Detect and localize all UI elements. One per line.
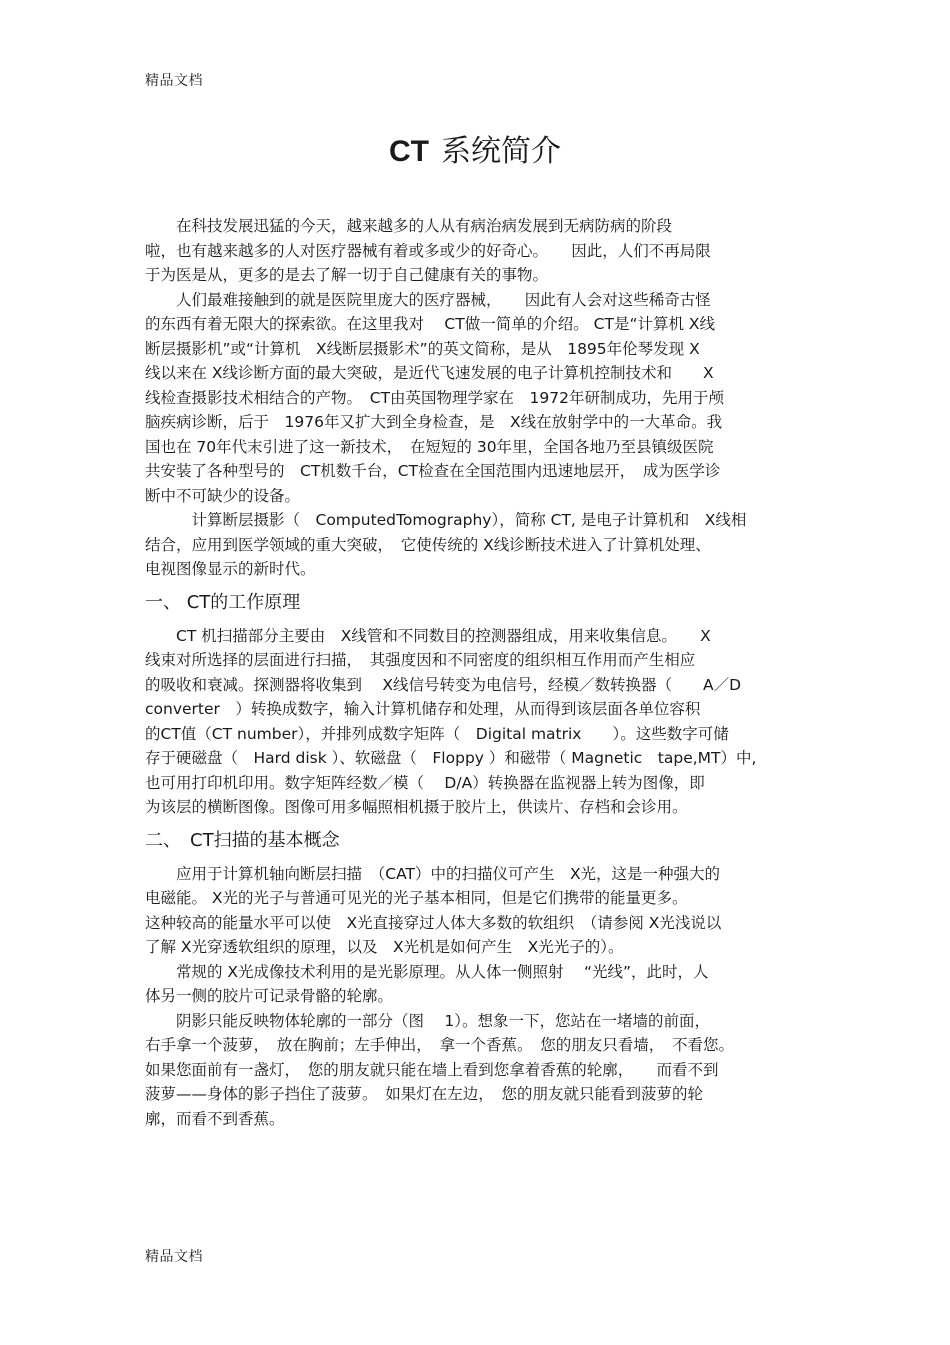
text-line: 应用于计算机轴向断层扫描 （CAT）中的扫描仪可产生 X光，这是一种强大的 [145,864,721,883]
document-body [145,214,807,1131]
section-1-paragraph-1 [145,624,807,820]
text-line: 了解 X光穿透软组织的原理，以及 X光机是如何产生 X光光子的）。 [145,938,624,956]
text-line: 的CT值（CT number），并排列成数字矩阵（ Digital matrix ）。这些数字可储 [145,724,729,743]
text-line: 线以来在 X线诊断方面的最大突破，是近代飞速发展的电子计算机控制技术和 X [145,364,714,382]
text-line: 菠萝——身体的影子挡住了菠萝。 如果灯在左边， 您的朋友就只能看到菠萝的轮 [145,1085,704,1103]
text-line: 廓，而看不到香蕉。 [145,1109,285,1128]
intro-paragraph-1 [145,214,807,288]
text-line: 的东西有着无限大的探索欲。在这里我对 CT做一简单的介绍。 CT是“计算机 X线 [145,315,716,333]
section-2-heading: 二、 CT扫描的基本概念 [145,829,340,851]
text-line: 电磁能。 X光的光子与普通可见光的光子基本相同，但是它们携带的能量更多。 [145,889,688,907]
section-2-paragraph-3 [145,1009,807,1132]
text-line: 阴影只能反映物体轮廓的一部分（图 1）。想象一下，您站在一堵墙的前面， [145,1011,711,1030]
text-line: 也可用打印机印用。数字矩阵经数／模（ D/A）转换器在监视器上转为图像，即 [145,773,705,792]
text-line: 常规的 X光成像技术利用的是光影原理。从人体一侧照射 “光线”，此时，人 [145,962,709,981]
text-line: 如果您面前有一盏灯， 您的朋友就只能在墙上看到您拿着香蕉的轮廓， 而看不到 [145,1060,719,1079]
text-line: 电视图像显示的新时代。 [145,560,316,578]
text-line: 计算断层摄影（ ComputedTomography），简称 CT, 是电子计算机和 X线相 [145,511,747,529]
page-header: 精品文档 [145,73,203,89]
text-line: CT 机扫描部分主要由 X线管和不同数目的控测器组成，用来收集信息。 X [145,626,711,645]
section-1-heading: 一、 CT的工作原理 [145,591,301,613]
page-footer: 精品文档 [145,1249,203,1265]
text-line: 结合，应用到医学领域的重大突破， 它使传统的 X线诊断技术进入了计算机处理、 [145,535,711,554]
text-line: 线检查摄影技术相结合的产物。 CT由英国物理学家在 1972年研制成功，先用于颅 [145,388,724,407]
text-line: 人们最难接触到的就是医院里庞大的医疗器械， 因此有人会对这些稀奇古怪 [145,290,711,309]
text-line: 断中不可缺少的设备。 [145,486,301,505]
text-line: converter ）转换成数字，输入计算机储存和处理，从而得到该层面各单位容积 [145,700,701,718]
document-title [0,126,950,170]
title-latin: CT [389,135,429,168]
text-line: 断层摄影机”或“计算机 X线断层摄影术”的英文简称，是从 1895年伦琴发现 X [145,339,700,358]
text-line: 脑疾病诊断，后于 1976年又扩大到全身检查，是 X线在放射学中的一大革命。我 [145,413,723,431]
text-line: 右手拿一个菠萝， 放在胸前；左手伸出， 拿一个香蕉。 您的朋友只看墙， 不看您。 [145,1036,735,1054]
text-line: 共安装了各种型号的 CT机数千台，CT检查在全国范围内迅速地层开， 成为医学诊 [145,462,721,480]
text-line: 为该层的横断图像。图像可用多幅照相机摄于胶片上，供读片、存档和会诊用。 [145,798,688,816]
text-line: 这种较高的能量水平可以使 X光直接穿过人体大多数的软组织 （请参阅 X光浅说以 [145,913,722,932]
text-line: 啦，也有越来越多的人对医疗器械有着或多或少的好奇心。 因此，人们不再局限 [145,241,711,260]
text-line: 国也在 70年代末引进了这一新技术， 在短短的 30年里，全国各地乃至县镇级医院 [145,437,714,456]
text-line: 于为医是从，更多的是去了解一切于自己健康有关的事物。 [145,266,549,284]
text-line: 的吸收和衰减。探测器将收集到 X线信号转变为电信号，经模／数转换器（ A／D [145,675,742,694]
section-2-paragraph-1 [145,862,807,960]
text-line: 线束对所选择的层面进行扫描， 其强度因和不同密度的组织相互作用而产生相应 [145,651,696,669]
intro-paragraph-2 [145,288,807,509]
text-line: 存于硬磁盘（ Hard disk ）、软磁盘（ Floppy ）和磁带（ Magnetic tape,MT）中, [145,749,757,767]
intro-paragraph-3 [145,508,807,582]
section-2-paragraph-2 [145,960,807,1009]
text-line: 在科技发展迅猛的今天，越来越多的人从有病治病发展到无病防病的阶段 [145,217,673,235]
title-cjk: 系统简介 [441,134,561,169]
text-line: 体另一侧的胶片可记录骨骼的轮廓。 [145,987,394,1005]
